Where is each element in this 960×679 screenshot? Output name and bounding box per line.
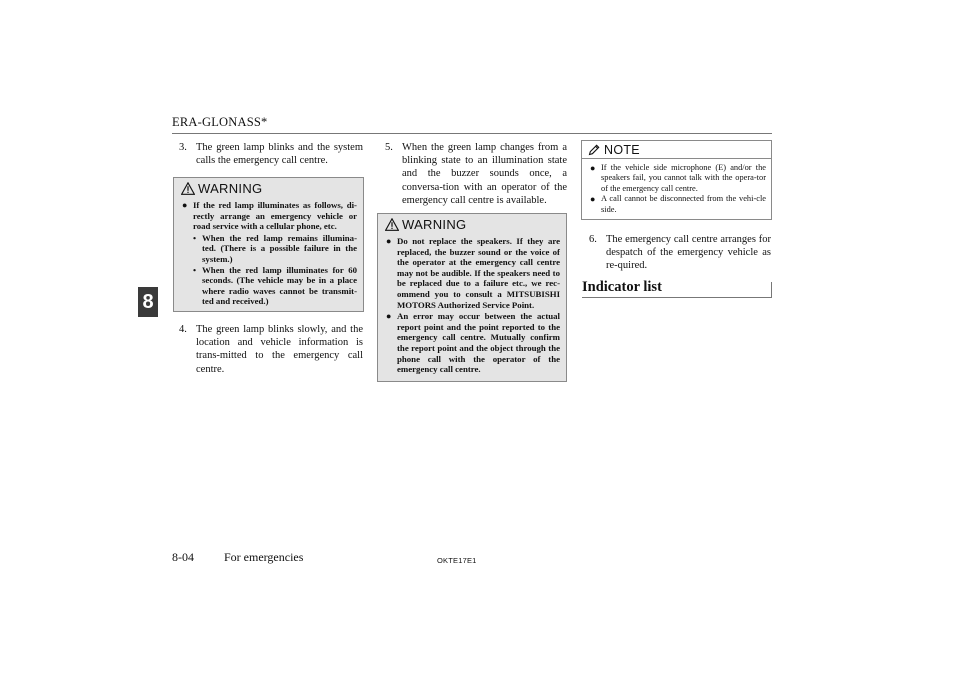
step-4-number: 4. (179, 324, 187, 335)
footer-document-code: OKTE17E1 (437, 556, 477, 565)
step-5-text: When the green lamp changes from a blinking state to an illumination state and the buzzer sounds once, a conversa-tion with an operator of the emergency call centre is available. (402, 142, 567, 206)
warning-1-bullet-text: If the red lamp illuminates as follows, di-rectly arrange an emergency vehicle or road service with a cellular phone, etc. (193, 200, 357, 232)
note-bullet-1 (590, 163, 766, 194)
header-rule (172, 133, 772, 134)
warning-box-2-title: WARNING (402, 216, 467, 232)
warning-2-bullet-2-text: An error may occur between the actual report point and the point reported to the emergency call centre. Mutually confirm the report point and the object through the phone call with the operator of the emergency call centre. (397, 311, 560, 375)
step-4-text: The green lamp blinks slowly, and the location and vehicle information is trans-mitted to the emergency call centre. (196, 324, 363, 375)
bullet-icon: ● (590, 194, 596, 205)
warning-triangle-icon (181, 182, 195, 195)
step-6-text: The emergency call centre arranges for despatch of the emergency vehicle as re-quired. (606, 234, 771, 272)
sub-bullet-icon: • (193, 232, 197, 243)
note-box-title: NOTE (604, 142, 640, 157)
warning-2-bullet-1-text: Do not replace the speakers. If they are replaced, the buzzer sound or the voice of the operator at the emergency call centre may not be audible. If the speakers need to be replaced due to a failure etc., we rec-ommend you to consult a MITSUBISHI MOTORS Authorized Service Point. (397, 236, 560, 310)
bullet-icon: ● (386, 311, 392, 322)
step-6 (589, 233, 771, 273)
chapter-tab: 8 (138, 287, 158, 317)
note-box-header (582, 141, 771, 159)
section-heading: Indicator list (582, 279, 662, 295)
warning-box-1-header (174, 178, 363, 198)
note-bullet-2-text: A call cannot be disconnected from the vehi-cle side. (601, 194, 766, 214)
section-heading-rule-end (771, 282, 772, 298)
warning-2-bullet-1 (386, 236, 560, 310)
warning-1-sub-2 (193, 265, 357, 307)
bullet-icon: ● (182, 200, 188, 210)
note-bullet-1-text: If the vehicle side microphone (E) and/or the speakers fail, you cannot talk with the opera-tor of the emergency call centre. (601, 163, 766, 193)
step-3-number: 3. (179, 142, 187, 153)
warning-1-sub-1-text: When the red lamp remains illumina-ted. (There is a possible failure in the system.) (202, 232, 357, 264)
footer-section-name: For emergencies (224, 550, 304, 564)
sub-bullet-icon: • (193, 264, 197, 275)
note-box (581, 140, 772, 220)
bullet-icon: ● (386, 236, 392, 246)
warning-1-sub-1 (193, 233, 357, 265)
note-bullet-2 (590, 194, 766, 215)
step-5 (385, 141, 567, 207)
warning-2-bullet-2 (386, 311, 560, 375)
step-3 (179, 141, 363, 167)
bullet-icon: ● (590, 163, 596, 173)
step-4 (179, 323, 363, 376)
step-6-number: 6. (589, 234, 597, 245)
warning-box-2 (377, 213, 567, 382)
running-header-title: ERA-GLONASS* (172, 115, 268, 129)
section-heading-rule (582, 297, 771, 298)
step-3-text: The green lamp blinks and the system calls the emergency call centre. (196, 142, 363, 167)
warning-1-sub-2-text: When the red lamp illuminates for 60 seconds. (The vehicle may be in a place where radio waves cannot be transmit-ted and received.) (202, 264, 357, 307)
note-pen-icon (588, 144, 600, 156)
warning-box-1-title: WARNING (198, 180, 263, 196)
warning-box-1 (173, 177, 364, 312)
warning-triangle-icon (385, 218, 399, 231)
warning-1-bullet (182, 200, 357, 232)
footer-page-number: 8-04 (172, 550, 194, 564)
step-5-number: 5. (385, 142, 393, 153)
warning-box-2-header (378, 214, 566, 234)
